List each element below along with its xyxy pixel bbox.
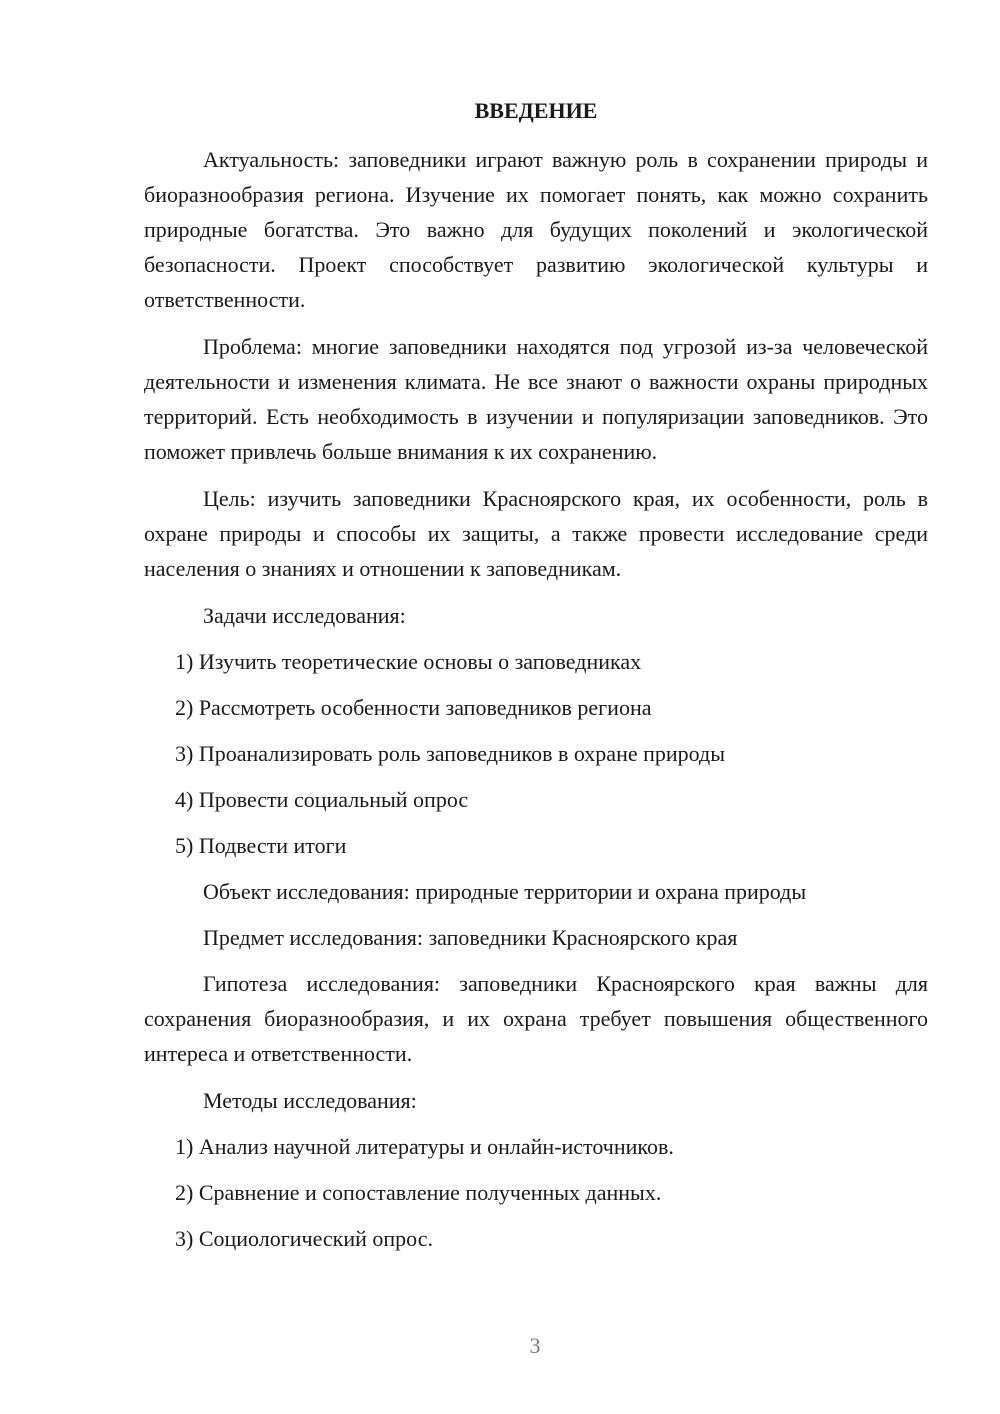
list-item: 3) Проанализировать роль заповедников в охране природы bbox=[175, 741, 725, 766]
list-item: 1) Анализ научной литературы и онлайн-источников. bbox=[175, 1134, 674, 1159]
goal-paragraph: Цель: изучить заповедники Красноярского края, их особенности, роль в охране природы и способы их защиты, а также провести исследование среди населения о знаниях и отношении к заповедникам. bbox=[144, 486, 928, 581]
subject-line: Предмет исследования: заповедники Красноярского края bbox=[203, 925, 738, 950]
list-item: 3) Социологический опрос. bbox=[175, 1226, 433, 1251]
tasks-list bbox=[144, 644, 928, 863]
list-item: 5) Подвести итоги bbox=[175, 833, 347, 858]
problem-paragraph: Проблема: многие заповедники находятся под угрозой из-за человеческой деятельности и изменения климата. Не все знают о важности охраны природных территорий. Есть необходимость в изучении и популяризации заповедников. Это поможет привлечь больше внимания к их сохранению. bbox=[144, 334, 928, 464]
methods-list bbox=[144, 1129, 928, 1256]
list-item: 1) Изучить теоретические основы о заповедниках bbox=[175, 649, 642, 674]
tasks-heading: Задачи исследования: bbox=[203, 603, 406, 628]
page-title: ВВЕДЕНИЕ bbox=[474, 98, 598, 123]
page-number: 3 bbox=[529, 1333, 541, 1358]
list-item: 2) Рассмотреть особенности заповедников региона bbox=[175, 695, 652, 720]
list-item: 4) Провести социальный опрос bbox=[175, 787, 469, 812]
methods-heading: Методы исследования: bbox=[203, 1088, 417, 1113]
document-page bbox=[144, 94, 928, 1267]
relevance-paragraph: Актуальность: заповедники играют важную роль в сохранении природы и биоразнообразия региона. Изучение их помогает понять, как можно сохранить природные богатства. Это важно для будущих поколений и экологической безопасности. Проект способствует развитию экологической культуры и ответственности. bbox=[144, 147, 928, 312]
hypothesis-paragraph: Гипотеза исследования: заповедники Красноярского края важны для сохранения биоразнообразия, и их охрана требует повышения общественного интереса и ответственности. bbox=[144, 971, 928, 1066]
object-line: Объект исследования: природные территории и охрана природы bbox=[203, 879, 807, 904]
list-item: 2) Сравнение и сопоставление полученных данных. bbox=[175, 1180, 662, 1205]
